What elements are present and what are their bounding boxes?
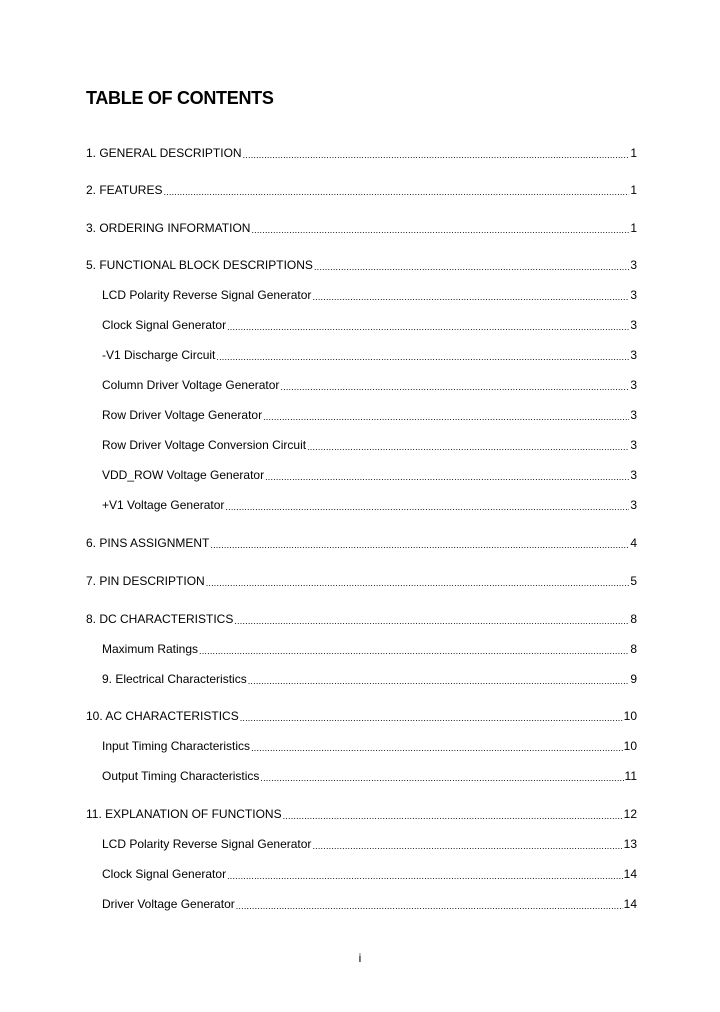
dot-leader <box>280 377 629 393</box>
page-title: TABLE OF CONTENTS <box>86 88 274 108</box>
toc-entry-pins-assignment[interactable] <box>86 535 637 551</box>
toc-entry-vdd-row-voltage-generator[interactable] <box>102 467 637 483</box>
dot-leader <box>163 182 629 198</box>
dot-leader <box>307 437 629 453</box>
toc-entry-label: Clock Signal Generator <box>102 867 227 881</box>
dot-leader <box>314 257 629 273</box>
toc-entry-page: 14 <box>623 897 637 911</box>
toc-entry-clock-signal-generator-2[interactable] <box>102 866 637 882</box>
toc-entry-row-driver-voltage-generator[interactable] <box>102 407 637 423</box>
toc-entry-output-timing-characteristics[interactable] <box>102 768 637 784</box>
page-number: i <box>358 951 362 965</box>
toc-entry-v1-voltage-generator[interactable] <box>102 497 637 513</box>
toc-entry-page: 3 <box>630 378 637 392</box>
dot-leader <box>206 573 630 589</box>
toc-entry-page: 1 <box>630 221 637 235</box>
toc-entry-page: 10 <box>623 709 637 723</box>
toc-entry-page: 3 <box>630 498 637 512</box>
toc-entry-label: 6. PINS ASSIGNMENT <box>86 536 210 550</box>
dot-leader <box>248 671 630 687</box>
toc-entry-label: +V1 Voltage Generator <box>102 498 225 512</box>
toc-entry-pin-description[interactable] <box>86 573 637 589</box>
toc-entry-label: 8. DC CHARACTERISTICS <box>86 612 234 626</box>
toc-entry-driver-voltage-generator[interactable] <box>102 896 637 912</box>
toc-entry-functional-block-descriptions[interactable] <box>86 257 637 273</box>
toc-entry-page: 3 <box>630 348 637 362</box>
dot-leader <box>216 347 629 363</box>
dot-leader <box>251 738 623 754</box>
dot-leader <box>225 497 629 513</box>
dot-leader <box>312 287 629 303</box>
toc-entry-label: 3. ORDERING INFORMATION <box>86 221 251 235</box>
toc-entry-label: 5. FUNCTIONAL BLOCK DESCRIPTIONS <box>86 258 313 272</box>
dot-leader <box>312 836 622 852</box>
toc-entry-label: 2. FEATURES <box>86 183 163 197</box>
toc-entry-page: 10 <box>623 739 637 753</box>
dot-leader <box>227 317 629 333</box>
toc-entry-label: 10. AC CHARACTERISTICS <box>86 709 239 723</box>
toc-entry-page: 13 <box>623 837 637 851</box>
toc-entry-lcd-polarity-reverse-signal-generator[interactable] <box>102 287 637 303</box>
toc-entry-label: Input Timing Characteristics <box>102 739 251 753</box>
dot-leader <box>263 407 629 423</box>
toc-entry-label: -V1 Discharge Circuit <box>102 348 216 362</box>
toc-entry-label: Clock Signal Generator <box>102 318 227 332</box>
toc-entry-general-description[interactable] <box>86 145 637 161</box>
toc-entry-page: 8 <box>630 612 637 626</box>
toc-entry-page: 3 <box>630 438 637 452</box>
toc-entry-label: 9. Electrical Characteristics <box>102 672 247 686</box>
toc-entry-label: Column Driver Voltage Generator <box>102 378 280 392</box>
toc-entry-page: 1 <box>630 183 637 197</box>
dot-leader <box>227 866 623 882</box>
dot-leader <box>240 708 623 724</box>
toc-entry-label: 1. GENERAL DESCRIPTION <box>86 146 242 160</box>
toc-entry-row-driver-voltage-conversion-circuit[interactable] <box>102 437 637 453</box>
dot-leader <box>210 535 629 551</box>
toc-entry-ordering-information[interactable] <box>86 220 637 236</box>
toc-entry-v1-discharge-circuit[interactable] <box>102 347 637 363</box>
toc-entry-page: 3 <box>630 408 637 422</box>
toc-entry-lcd-polarity-reverse-signal-generator-2[interactable] <box>102 836 637 852</box>
toc-entry-page: 1 <box>630 146 637 160</box>
dot-leader <box>234 611 629 627</box>
toc-entry-label: 11. EXPLANATION OF FUNCTIONS <box>86 807 282 821</box>
toc-entry-label: Maximum Ratings <box>102 642 199 656</box>
toc-entry-page: 9 <box>630 672 637 686</box>
toc-entry-page: 12 <box>623 807 637 821</box>
toc-entry-page: 3 <box>630 288 637 302</box>
toc-entry-label: Driver Voltage Generator <box>102 897 235 911</box>
toc-entry-page: 11 <box>624 769 637 783</box>
dot-leader <box>199 641 629 657</box>
dot-leader <box>251 220 629 236</box>
toc-entry-ac-characteristics[interactable] <box>86 708 637 724</box>
toc-entry-label: LCD Polarity Reverse Signal Generator <box>102 288 312 302</box>
dot-leader <box>283 806 623 822</box>
dot-leader <box>236 896 623 912</box>
toc-entry-label: VDD_ROW Voltage Generator <box>102 468 265 482</box>
toc-entry-page: 8 <box>630 642 637 656</box>
toc-entry-label: Output Timing Characteristics <box>102 769 260 783</box>
toc-entry-input-timing-characteristics[interactable] <box>102 738 637 754</box>
dot-leader <box>265 467 629 483</box>
toc-entry-label: LCD Polarity Reverse Signal Generator <box>102 837 312 851</box>
toc-entry-dc-characteristics[interactable] <box>86 611 637 627</box>
toc-entry-page: 3 <box>630 258 637 272</box>
toc-entry-electrical-characteristics[interactable] <box>102 671 637 687</box>
toc-entry-label: 7. PIN DESCRIPTION <box>86 574 205 588</box>
toc-entry-page: 4 <box>630 536 637 550</box>
dot-leader <box>243 145 630 161</box>
toc-entry-clock-signal-generator[interactable] <box>102 317 637 333</box>
dot-leader <box>260 768 623 784</box>
toc-entry-page: 3 <box>630 318 637 332</box>
toc-entry-page: 5 <box>630 574 637 588</box>
toc-entry-page: 3 <box>630 468 637 482</box>
toc-entry-features[interactable] <box>86 182 637 198</box>
toc-entry-page: 14 <box>623 867 637 881</box>
toc-entry-label: Row Driver Voltage Conversion Circuit <box>102 438 307 452</box>
toc-entry-column-driver-voltage-generator[interactable] <box>102 377 637 393</box>
toc-entry-explanation-of-functions[interactable] <box>86 806 637 822</box>
toc-entry-label: Row Driver Voltage Generator <box>102 408 263 422</box>
toc-entry-maximum-ratings[interactable] <box>102 641 637 657</box>
